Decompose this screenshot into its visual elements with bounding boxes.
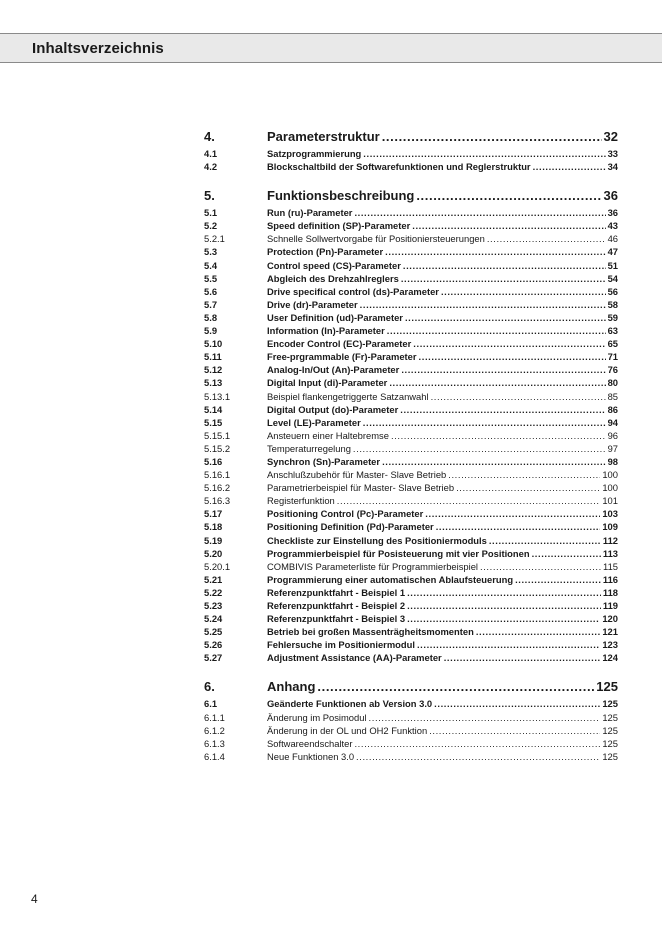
entry-title: Adjustment Assistance (AA)-Parameter <box>267 652 442 664</box>
dot-leader <box>489 534 601 547</box>
entry-page: 124 <box>602 652 618 664</box>
dot-leader <box>407 599 601 612</box>
entry-page: 86 <box>607 403 618 415</box>
dot-leader <box>515 573 601 586</box>
dot-leader <box>317 678 594 695</box>
entry-number: 5.13.1 <box>204 390 231 402</box>
entry-page: 118 <box>602 586 618 598</box>
entry-title: Parametrierbeispiel für Master- Slave Betrieb <box>267 482 455 494</box>
dot-leader <box>391 429 606 442</box>
chapter-title: Anhang <box>267 679 316 695</box>
toc-section <box>204 678 618 762</box>
toc-entry-link[interactable] <box>204 468 618 481</box>
dot-leader <box>353 442 606 455</box>
dot-leader <box>385 245 605 258</box>
table-of-contents <box>204 128 618 763</box>
entry-number: 5.21 <box>204 573 223 585</box>
entry-title: Softwareendschalter <box>267 737 353 749</box>
dot-leader <box>413 337 605 350</box>
chapter-page: 36 <box>603 188 618 204</box>
entry-title: User Definition (ud)-Parameter <box>267 311 403 323</box>
entry-number: 5.12 <box>204 364 223 376</box>
entry-title: Registerfunktion <box>267 495 335 507</box>
entry-number: 4.2 <box>204 161 218 173</box>
entry-page: 76 <box>607 364 618 376</box>
toc-entry-link[interactable] <box>204 737 618 750</box>
entry-page: 63 <box>607 325 618 337</box>
dot-leader <box>444 651 601 664</box>
toc-entry-link[interactable] <box>204 442 618 455</box>
dot-leader <box>356 750 600 763</box>
entry-page: 58 <box>607 298 618 310</box>
entry-page: 56 <box>607 285 618 297</box>
toc-entry-link[interactable] <box>204 147 618 160</box>
toc-entry-link[interactable] <box>204 711 618 724</box>
entry-page: 54 <box>607 272 618 284</box>
dot-leader <box>360 298 606 311</box>
entry-number: 5.1 <box>204 207 218 219</box>
entry-page: 125 <box>602 724 618 736</box>
toc-entry-link[interactable] <box>204 337 618 350</box>
toc-entry-link[interactable] <box>204 651 618 664</box>
toc-entry-link[interactable] <box>204 403 618 416</box>
dot-leader <box>400 403 605 416</box>
entry-number: 5.27 <box>204 652 223 664</box>
entry-page: 121 <box>602 626 618 638</box>
dot-leader <box>407 586 601 599</box>
entry-page: 109 <box>602 521 618 533</box>
entry-page: 125 <box>602 698 618 710</box>
entry-page: 123 <box>602 639 618 651</box>
entry-number: 6.1.1 <box>204 711 225 723</box>
entry-number: 5.16 <box>204 455 223 467</box>
entry-number: 5.25 <box>204 626 223 638</box>
toc-entry-link[interactable] <box>204 285 618 298</box>
dot-leader <box>533 160 606 173</box>
entry-title: Drive (dr)-Parameter <box>267 298 358 310</box>
entry-number: 5.15.2 <box>204 442 231 454</box>
entry-title: Speed definition (SP)-Parameter <box>267 220 411 232</box>
entry-page: 125 <box>602 750 618 762</box>
dot-leader <box>363 147 605 160</box>
entry-title: Run (ru)-Parameter <box>267 207 353 219</box>
toc-entry-link[interactable] <box>204 599 618 612</box>
entry-page: 98 <box>607 455 618 467</box>
dot-leader <box>480 560 601 573</box>
dot-leader <box>354 737 600 750</box>
entry-number: 5.2 <box>204 220 218 232</box>
entry-page: 80 <box>607 377 618 389</box>
entry-number: 5.26 <box>204 639 223 651</box>
entry-title: Geänderte Funktionen ab Version 3.0 <box>267 698 433 710</box>
dot-leader <box>382 128 602 145</box>
dot-leader <box>532 547 601 560</box>
chapter-page: 125 <box>596 679 618 695</box>
entry-title: Ansteuern einer Haltebremse <box>267 429 389 441</box>
dot-leader <box>389 376 605 389</box>
entry-title: Protection (Pn)-Parameter <box>267 246 384 258</box>
entry-number: 5.5 <box>204 272 218 284</box>
entry-page: 119 <box>602 600 618 611</box>
entry-page: 46 <box>607 233 618 245</box>
toc-entry-link[interactable] <box>204 534 618 547</box>
entry-title: Positioning Control (Pc)-Parameter <box>267 508 424 520</box>
entry-number: 5.16.2 <box>204 482 231 494</box>
dot-leader <box>401 272 606 285</box>
toc-entry-link[interactable] <box>204 376 618 389</box>
dot-leader <box>382 455 606 468</box>
entry-number: 5.22 <box>204 586 223 598</box>
chapter-number: 6. <box>204 679 215 695</box>
dot-leader <box>425 507 600 520</box>
toc-section <box>204 128 618 173</box>
toc-entry-link[interactable] <box>204 324 618 337</box>
dot-leader <box>403 259 606 272</box>
entry-number: 5.14 <box>204 403 223 415</box>
toc-entry-link[interactable] <box>204 232 618 245</box>
toc-chapter-link[interactable] <box>204 128 618 145</box>
entry-page: 97 <box>607 442 618 454</box>
entry-title: Digital Output (do)-Parameter <box>267 403 399 415</box>
dot-leader <box>419 350 606 363</box>
toc-entry-link[interactable] <box>204 311 618 324</box>
toc-entry-link[interactable] <box>204 481 618 494</box>
dot-leader <box>431 390 606 403</box>
dot-leader <box>363 416 606 429</box>
entry-number: 5.18 <box>204 521 223 533</box>
entry-number: 5.15.1 <box>204 429 231 441</box>
toc-entry-link[interactable] <box>204 160 618 173</box>
toc-entry-link[interactable] <box>204 547 618 560</box>
dot-leader <box>412 219 605 232</box>
toc-entry-link[interactable] <box>204 638 618 651</box>
entry-page: 47 <box>607 246 618 258</box>
entry-title: COMBIVIS Parameterliste für Programmierbeispiel <box>267 560 479 572</box>
chapter-page: 32 <box>603 129 618 144</box>
entry-page: 100 <box>602 469 618 481</box>
toc-entry-link[interactable] <box>204 416 618 429</box>
toc-chapter-link[interactable] <box>204 678 618 695</box>
entry-number: 5.24 <box>204 613 223 625</box>
entry-page: 96 <box>607 429 618 441</box>
entry-number: 6.1.2 <box>204 724 225 736</box>
entry-page: 36 <box>607 207 618 219</box>
toc-entry-link[interactable] <box>204 363 618 376</box>
toc-entry-link[interactable] <box>204 206 618 219</box>
chapter-title: Parameterstruktur <box>267 129 380 144</box>
entry-page: 125 <box>602 737 618 749</box>
chapter-number: 4. <box>204 129 215 144</box>
entry-number: 5.6 <box>204 285 218 297</box>
entry-title: Betrieb bei großen Massenträgheitsmomenten <box>267 626 474 638</box>
entry-number: 5.15 <box>204 416 223 428</box>
entry-number: 5.23 <box>204 600 223 611</box>
entry-page: 103 <box>602 508 618 520</box>
chapter-number: 5. <box>204 188 215 204</box>
entry-page: 59 <box>607 311 618 323</box>
entry-number: 5.20 <box>204 547 223 559</box>
toc-entry-link[interactable] <box>204 272 618 285</box>
entry-number: 6.1 <box>204 698 218 710</box>
entry-title: Referenzpunktfahrt - Beispiel 1 <box>267 586 406 598</box>
dot-leader <box>401 363 605 376</box>
dot-leader <box>417 638 600 651</box>
entry-title: Synchron (Sn)-Parameter <box>267 455 381 467</box>
toc-entry-link[interactable] <box>204 507 618 520</box>
entry-title: Drive specifical control (ds)-Parameter <box>267 285 439 297</box>
dot-leader <box>407 612 600 625</box>
entry-title: Beispiel flankengetriggerte Satzanwahl <box>267 390 429 402</box>
entry-page: 33 <box>607 148 618 159</box>
dot-leader <box>436 520 601 533</box>
entry-number: 5.4 <box>204 259 218 271</box>
toc-entry-link[interactable] <box>204 625 618 638</box>
entry-page: 65 <box>607 338 618 350</box>
entry-page: 71 <box>607 351 618 363</box>
entry-title: Schnelle Sollwertvorgabe für Positioniersteuerungen <box>267 233 485 245</box>
entry-number: 5.2.1 <box>204 233 225 245</box>
toc-entry-link[interactable] <box>204 560 618 573</box>
entry-number: 5.9 <box>204 325 218 337</box>
entry-number: 5.11 <box>204 351 222 363</box>
entry-page: 116 <box>602 573 618 585</box>
entry-title: Digital Input (di)-Parameter <box>267 377 388 389</box>
entry-number: 5.16.1 <box>204 469 231 481</box>
entry-title: Programmierung einer automatischen Ablaufsteuerung <box>267 573 514 585</box>
entry-number: 5.13 <box>204 377 223 389</box>
entry-number: 5.10 <box>204 338 223 350</box>
entry-title: Satzprogrammierung <box>267 148 362 159</box>
dot-leader <box>429 724 600 737</box>
dot-leader <box>434 697 600 710</box>
toc-entry-link[interactable] <box>204 724 618 737</box>
entry-title: Referenzpunktfahrt - Beispiel 3 <box>267 613 406 625</box>
entry-title: Information (In)-Parameter <box>267 325 385 337</box>
toc-entry-link[interactable] <box>204 586 618 599</box>
entry-number: 5.8 <box>204 311 218 323</box>
dot-leader <box>487 232 606 245</box>
entry-number: 5.3 <box>204 246 218 258</box>
dot-leader <box>387 324 606 337</box>
entry-page: 112 <box>602 534 618 546</box>
entry-title: Encoder Control (EC)-Parameter <box>267 338 412 350</box>
page-title: Inhaltsverzeichnis <box>32 40 164 57</box>
toc-entry-link[interactable] <box>204 697 618 710</box>
entry-number: 6.1.4 <box>204 750 225 762</box>
entry-number: 5.19 <box>204 534 223 546</box>
entry-page: 51 <box>607 259 618 271</box>
entry-title: Checkliste zur Einstellung des Positioniermoduls <box>267 534 487 546</box>
toc-entry-link[interactable] <box>204 245 618 258</box>
page-number: 4 <box>31 892 38 906</box>
entry-title: Abgleich des Drehzahlreglers <box>267 272 399 284</box>
entry-title: Neue Funktionen 3.0 <box>267 750 355 762</box>
entry-title: Temperaturregelung <box>267 442 351 454</box>
entry-page: 43 <box>607 220 618 232</box>
toc-entry-link[interactable] <box>204 298 618 311</box>
toc-section <box>204 187 618 664</box>
toc-entry-link[interactable] <box>204 612 618 625</box>
toc-entry-link[interactable] <box>204 259 618 272</box>
entry-page: 100 <box>602 482 618 494</box>
entry-page: 115 <box>603 560 618 572</box>
entry-title: Fehlersuche im Positioniermodul <box>267 639 415 651</box>
dot-leader <box>337 494 601 507</box>
entry-number: 5.7 <box>204 298 218 310</box>
dot-leader <box>405 311 606 324</box>
entry-page: 113 <box>602 547 618 559</box>
dot-leader <box>416 187 601 204</box>
entry-number: 5.20.1 <box>204 560 231 572</box>
entry-page: 101 <box>602 495 618 507</box>
dot-leader <box>456 481 600 494</box>
dot-leader <box>354 206 605 219</box>
dot-leader <box>369 711 601 724</box>
entry-number: 5.16.3 <box>204 495 231 507</box>
entry-number: 4.1 <box>204 148 218 159</box>
entry-number: 5.17 <box>204 508 223 520</box>
entry-title: Referenzpunktfahrt - Beispiel 2 <box>267 600 406 611</box>
dot-leader <box>448 468 600 481</box>
entry-title: Anschlußzubehör für Master- Slave Betrieb <box>267 469 447 481</box>
entry-page: 125 <box>602 711 618 723</box>
toc-entry-link[interactable] <box>204 494 618 507</box>
entry-title: Programmierbeispiel für Posisteuerung mit vier Positionen <box>267 547 530 559</box>
toc-entry-link[interactable] <box>204 390 618 403</box>
toc-entry-link[interactable] <box>204 219 618 232</box>
chapter-title: Funktionsbeschreibung <box>267 188 415 204</box>
entry-title: Free-prgrammable (Fr)-Parameter <box>267 351 417 363</box>
toc-chapter-link[interactable] <box>204 187 618 204</box>
toc-entry-link[interactable] <box>204 350 618 363</box>
entry-title: Analog-In/Out (An)-Parameter <box>267 364 400 376</box>
toc-entry-link[interactable] <box>204 520 618 533</box>
entry-number: 6.1.3 <box>204 737 225 749</box>
entry-title: Änderung im Posimodul <box>267 711 367 723</box>
entry-page: 120 <box>602 613 618 625</box>
entry-page: 34 <box>607 161 618 173</box>
dot-leader <box>441 285 606 298</box>
entry-title: Control speed (CS)-Parameter <box>267 259 401 271</box>
header-bar <box>0 33 662 63</box>
dot-leader <box>476 625 601 638</box>
toc-entry-link[interactable] <box>204 455 618 468</box>
toc-entry-link[interactable] <box>204 573 618 586</box>
entry-title: Level (LE)-Parameter <box>267 416 361 428</box>
toc-entry-link[interactable] <box>204 429 618 442</box>
entry-title: Blockschaltbild der Softwarefunktionen und Reglerstruktur <box>267 161 531 173</box>
entry-title: Änderung in der OL und OH2 Funktion <box>267 724 428 736</box>
entry-title: Positioning Definition (Pd)-Parameter <box>267 521 434 533</box>
entry-page: 85 <box>607 390 618 402</box>
entry-page: 94 <box>607 416 618 428</box>
toc-entry-link[interactable] <box>204 750 618 763</box>
